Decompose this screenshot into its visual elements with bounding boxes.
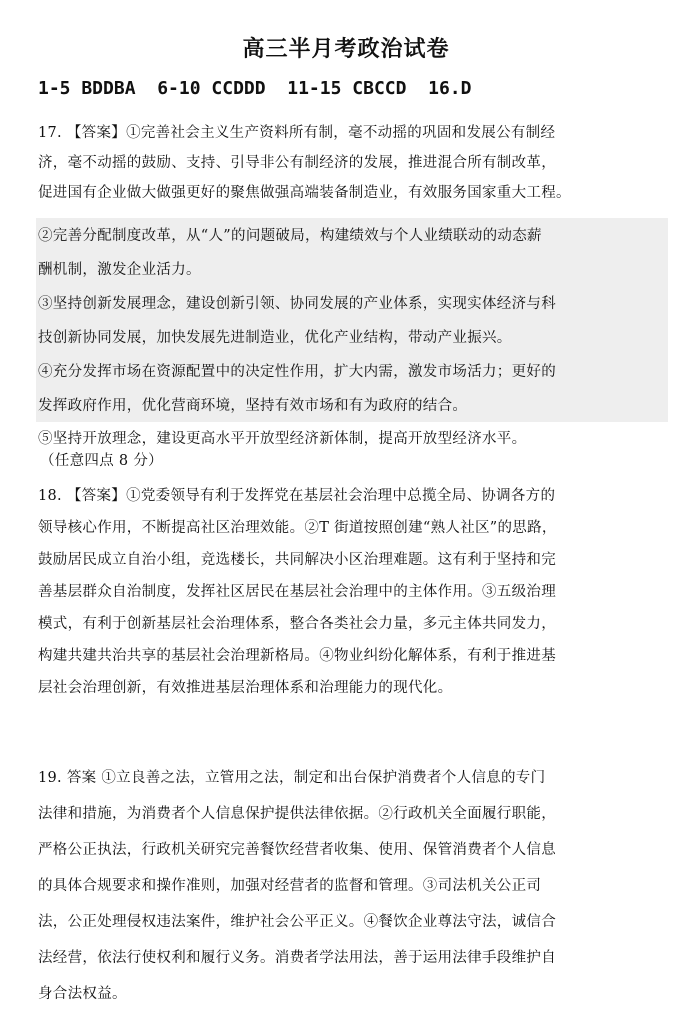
q17-point-3-line: ③坚持创新发展理念，建设创新引领、协同发展的产业体系，实现实体经济与科 xyxy=(38,296,556,312)
q17-section xyxy=(38,118,666,208)
page-title: 高三半月考政治试卷 xyxy=(242,36,450,62)
q17-point-4-line: 发挥政府作用，优化营商环境，坚持有效市场和有为政府的结合。 xyxy=(38,398,468,414)
q18-line: 善基层群众自治制度，发挥社区居民在基层社会治理中的主体作用。③五级治理 xyxy=(38,584,556,600)
q17-scoring-note: （任意四点 8 分） xyxy=(40,453,163,469)
q17-line: 济，毫不动摇的鼓励、支持、引导非公有制经济的发展，推进混合所有制改革， xyxy=(38,155,556,171)
q18-line: 构建共建共治共享的基层社会治理新格局。④物业纠纷化解体系，有利于推进基 xyxy=(38,648,556,664)
q17-line: 17. 【答案】①完善社会主义生产资料所有制，毫不动摇的巩固和发展公有制经 xyxy=(38,125,556,141)
q18-line: 领导核心作用，不断提高社区治理效能。②T 街道按照创建“熟人社区”的思路， xyxy=(38,520,557,536)
q19-line: 严格公正执法，行政机关研究完善餐饮经营者收集、使用、保管消费者个人信息 xyxy=(38,842,556,858)
q17-line: 促进国有企业做大做强更好的聚焦做强高端装备制造业，有效服务国家重大工程。 xyxy=(38,185,571,201)
q19-line: 的具体合规要求和操作准则，加强对经营者的监督和管理。③司法机关公正司 xyxy=(38,878,542,894)
q19-section xyxy=(38,760,666,1012)
q18-line: 层社会治理创新，有效推进基层治理体系和治理能力的现代化。 xyxy=(38,680,453,696)
q18-line: 18. 【答案】①党委领导有利于发挥党在基层社会治理中总揽全局、协调各方的 xyxy=(38,488,556,504)
q18-line: 鼓励居民成立自治小组，竞选楼长，共同解决小区治理难题。这有利于坚持和完 xyxy=(38,552,556,568)
q17-point-2-line: 酬机制，激发企业活力。 xyxy=(38,262,201,278)
q19-line: 身合法权益。 xyxy=(38,986,127,1002)
q19-line: 19. 答案 ①立良善之法，立管用之法，制定和出台保护消费者个人信息的专门 xyxy=(38,770,546,786)
q17-point-3-line: 技创新协同发展，加快发展先进制造业，优化产业结构，带动产业振兴。 xyxy=(38,330,512,346)
q17-point-2-line: ②完善分配制度改革，从“人”的问题破局，构建绩效与个人业绩联动的动态薪 xyxy=(38,228,542,244)
q18-line: 模式，有利于创新基层社会治理体系，整合各类社会力量，多元主体共同发力， xyxy=(38,616,556,632)
q19-line: 法律和措施，为消费者个人信息保护提供法律依据。②行政机关全面履行职能， xyxy=(38,806,556,822)
q17-point-4-line: ④充分发挥市场在资源配置中的决定性作用，扩大内需，激发市场活力；更好的 xyxy=(38,364,556,380)
q17-shaded-section xyxy=(36,218,668,422)
answer-key: 1-5 BDDBA 6-10 CCDDD 11-15 CBCCD 16.D xyxy=(38,78,472,99)
q19-line: 法经营，依法行使权利和履行义务。消费者学法用法，善于运用法律手段维护自 xyxy=(38,950,556,966)
q19-line: 法，公正处理侵权违法案件，维护社会公平正义。④餐饮企业尊法守法，诚信合 xyxy=(38,914,556,930)
q18-section xyxy=(38,480,666,704)
q17-point-5: ⑤坚持开放理念，建设更高水平开放型经济新体制，提高开放型经济水平。 xyxy=(38,431,527,447)
q17-tail xyxy=(38,428,666,472)
